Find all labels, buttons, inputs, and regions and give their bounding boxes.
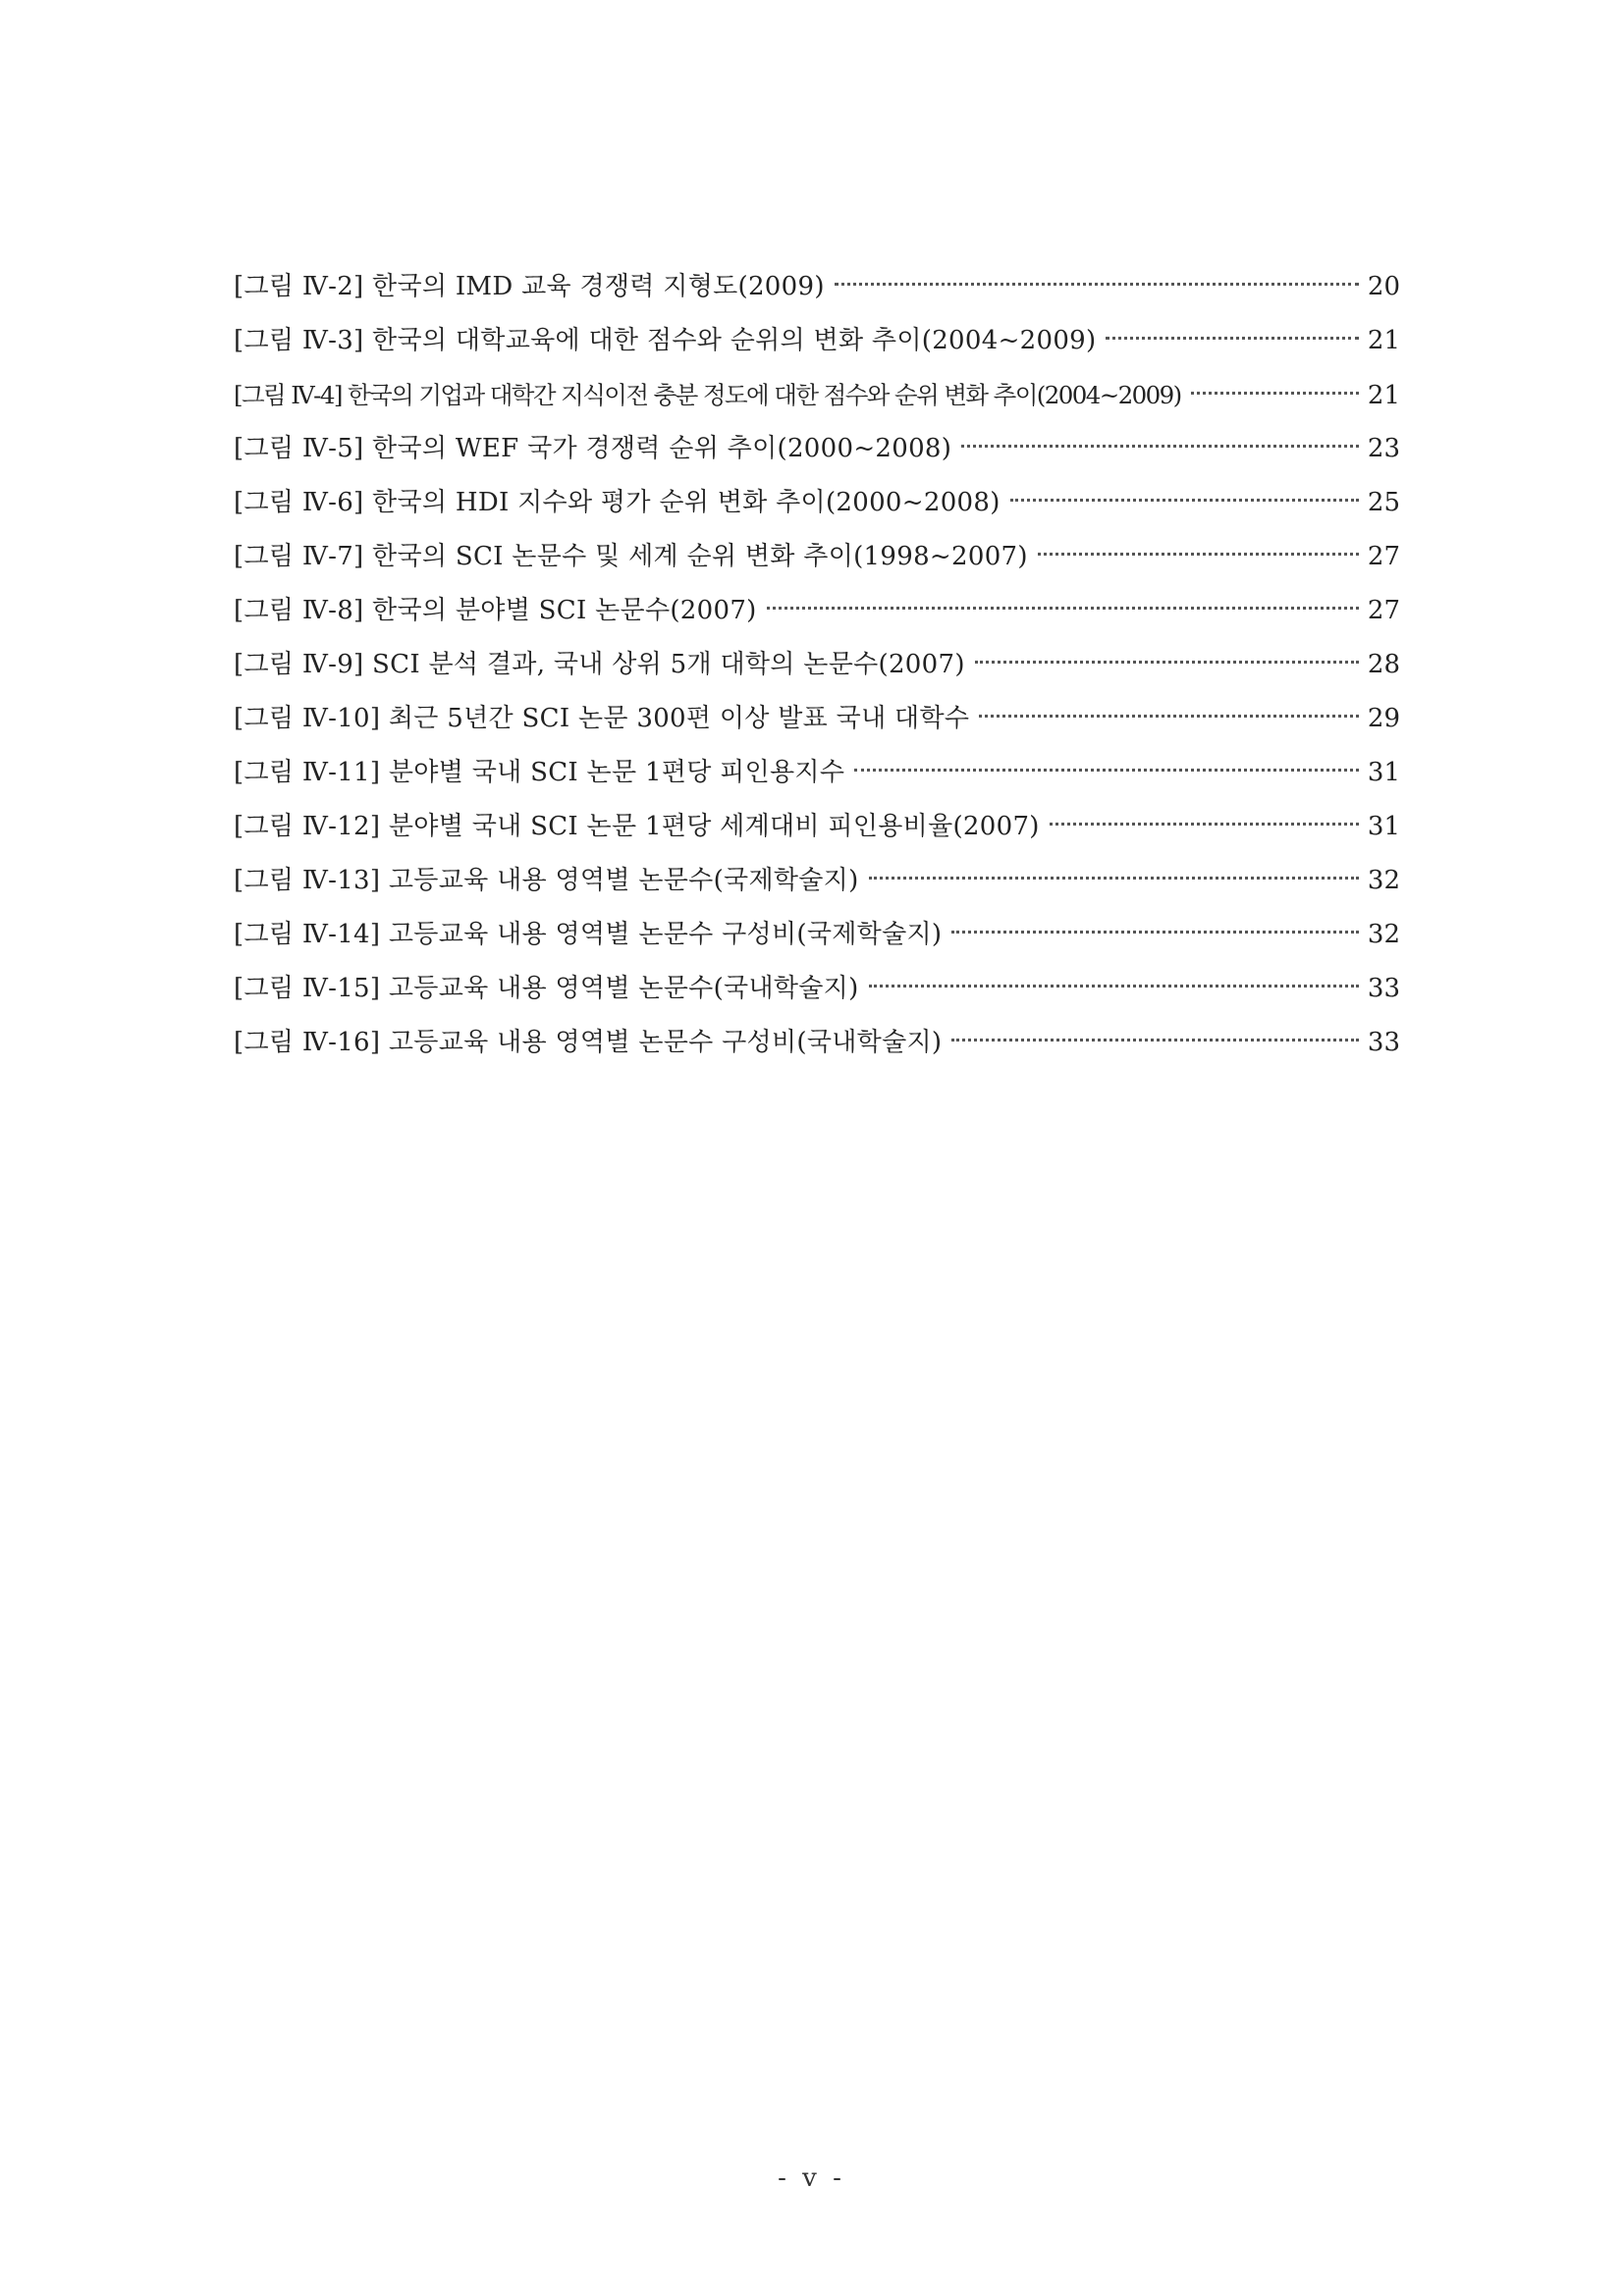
toc-entry-page: 33 <box>1367 974 1400 1003</box>
toc-entry-title: [그림 Ⅳ-2] 한국의 IMD 교육 경쟁력 지형도(2009) <box>234 272 825 301</box>
toc-entry-page: 28 <box>1367 650 1400 679</box>
toc-entry[interactable] <box>234 800 1400 854</box>
toc-entry-page: 21 <box>1367 326 1400 355</box>
toc-entry[interactable] <box>234 962 1400 1016</box>
toc-entry-page: 33 <box>1367 1028 1400 1057</box>
page-number: - v - <box>778 2163 845 2193</box>
dot-leader <box>1010 499 1359 502</box>
toc-entry-page: 31 <box>1367 758 1400 787</box>
dot-leader <box>951 931 1359 934</box>
toc-entry-page: 27 <box>1367 596 1400 625</box>
toc-entry-title: [그림 Ⅳ-16] 고등교육 내용 영역별 논문수 구성비(국내학술지) <box>234 1028 943 1057</box>
dot-leader <box>869 985 1359 988</box>
toc-entry-title: [그림 Ⅳ-7] 한국의 SCI 논문수 및 세계 순위 변화 추이(1998~2007) <box>234 542 1028 571</box>
toc-entry-page: 32 <box>1367 866 1400 895</box>
toc-entry-title: [그림 Ⅳ-13] 고등교육 내용 영역별 논문수(국제학술지) <box>234 866 859 895</box>
toc-entry[interactable] <box>234 584 1400 638</box>
toc-entry[interactable] <box>234 476 1400 530</box>
toc-entry[interactable] <box>234 530 1400 584</box>
dot-leader <box>1038 553 1359 556</box>
toc-entry-page: 23 <box>1367 434 1400 463</box>
toc-entry[interactable] <box>234 368 1400 422</box>
dot-leader <box>1106 337 1359 340</box>
toc-entry[interactable] <box>234 422 1400 476</box>
toc-entry-title: [그림 Ⅳ-12] 분야별 국내 SCI 논문 1편당 세계대비 피인용비율(2007) <box>234 812 1040 841</box>
toc-entry-title: [그림 Ⅳ-3] 한국의 대학교육에 대한 점수와 순위의 변화 추이(2004~2009) <box>234 326 1097 355</box>
dot-leader <box>1191 392 1359 395</box>
dot-leader <box>975 661 1359 664</box>
toc-entry-page: 21 <box>1367 381 1400 410</box>
toc-entry[interactable] <box>234 260 1400 314</box>
toc-entry[interactable] <box>234 854 1400 908</box>
toc-entry-title: [그림 Ⅳ-6] 한국의 HDI 지수와 평가 순위 변화 추이(2000~2008) <box>234 488 1001 517</box>
dot-leader <box>979 715 1359 718</box>
figure-list <box>234 260 1400 1070</box>
toc-entry-title: [그림 Ⅳ-8] 한국의 분야별 SCI 논문수(2007) <box>234 596 757 625</box>
dot-leader <box>767 607 1359 610</box>
toc-entry-page: 20 <box>1367 272 1400 301</box>
dot-leader <box>951 1039 1359 1041</box>
toc-entry[interactable] <box>234 314 1400 368</box>
dot-leader <box>854 769 1359 772</box>
toc-entry[interactable] <box>234 1016 1400 1070</box>
toc-entry[interactable] <box>234 692 1400 746</box>
toc-entry-title: [그림 Ⅳ-15] 고등교육 내용 영역별 논문수(국내학술지) <box>234 974 859 1003</box>
toc-entry[interactable] <box>234 908 1400 962</box>
toc-entry-title: [그림 Ⅳ-10] 최근 5년간 SCI 논문 300편 이상 발표 국내 대학수 <box>234 704 970 733</box>
toc-entry-page: 32 <box>1367 920 1400 949</box>
toc-entry-page: 25 <box>1367 488 1400 517</box>
dot-leader <box>961 445 1359 448</box>
toc-entry[interactable] <box>234 638 1400 692</box>
toc-entry-page: 31 <box>1367 812 1400 841</box>
toc-entry-title: [그림 Ⅳ-14] 고등교육 내용 영역별 논문수 구성비(국제학술지) <box>234 920 943 949</box>
toc-entry-page: 29 <box>1367 704 1400 733</box>
dot-leader <box>869 877 1359 880</box>
toc-entry-title: [그림 Ⅳ-4] 한국의 기업과 대학간 지식이전 충분 정도에 대한 점수와 순위 변화 추이(2004~2009) <box>234 381 1181 409</box>
toc-entry-page: 27 <box>1367 542 1400 571</box>
dot-leader <box>1050 823 1359 826</box>
toc-entry-title: [그림 Ⅳ-5] 한국의 WEF 국가 경쟁력 순위 추이(2000~2008) <box>234 434 952 463</box>
toc-entry-title: [그림 Ⅳ-11] 분야별 국내 SCI 논문 1편당 피인용지수 <box>234 758 845 787</box>
toc-entry[interactable] <box>234 746 1400 800</box>
toc-entry-title: [그림 Ⅳ-9] SCI 분석 결과, 국내 상위 5개 대학의 논문수(2007) <box>234 650 965 679</box>
dot-leader <box>835 283 1359 286</box>
